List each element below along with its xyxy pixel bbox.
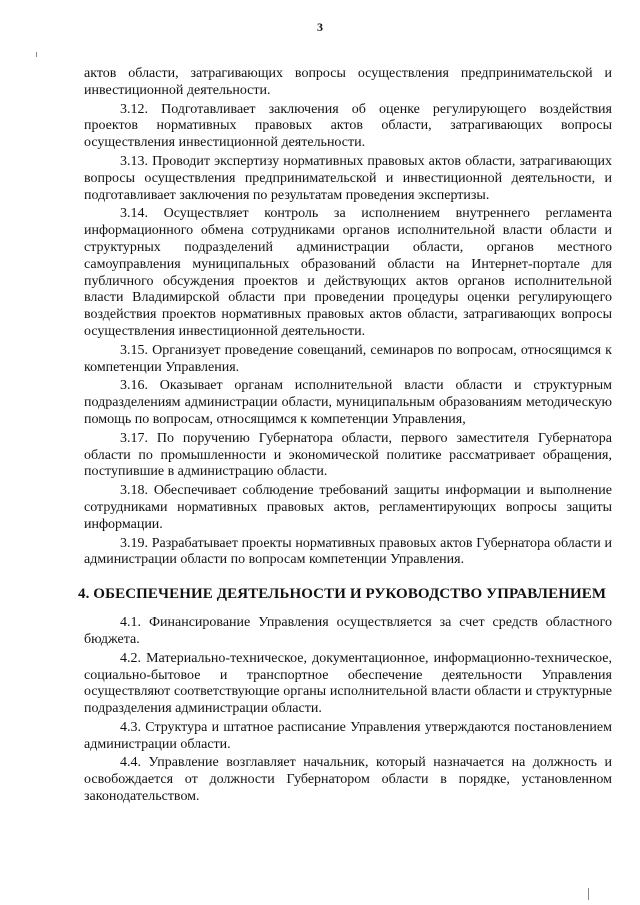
paragraph-3-15: 3.15. Организует проведение совещаний, семинаров по вопросам, относящимся к компетенции Управления. (84, 342, 612, 375)
paragraph-3-18: 3.18. Обеспечивает соблюдение требований защиты информации и выполнение сотрудниками нормативных правовых актов, регламентирующих вопросы защиты информации. (84, 483, 612, 532)
page-number: 3 (317, 20, 323, 34)
paragraph-4-3: 4.3. Структура и штатное расписание Управления утверждаются постановлением администрации области. (84, 719, 612, 752)
paragraph-3-19: 3.19. Разрабатывает проекты нормативных правовых актов Губернатора области и администрации области по вопросам компетенции Управления. (84, 535, 612, 568)
section-heading: 4. ОБЕСПЕЧЕНИЕ ДЕЯТЕЛЬНОСТИ И РУКОВОДСТВО УПРАВЛЕНИЕМ (78, 586, 607, 603)
scan-mark (588, 888, 589, 900)
paragraph-4-2: 4.2. Материально-техническое, документационное, информационно-техническое, социально-бытовое и транспортное обеспечение деятельности Управления осуществляют соответствующие органы исполнительной власти области и структурные подразделения администрации области. (84, 650, 612, 717)
continuation-paragraph: актов области, затрагивающих вопросы осуществления предпринимательской и инвестиционной деятельности. (84, 66, 612, 98)
document-body (78, 66, 612, 808)
paragraph-3-12: 3.12. Подготавливает заключения об оценке регулирующего воздействия проектов нормативных правовых актов области, затрагивающих вопросы осуществления инвестиционной деятельности. (84, 101, 612, 151)
paragraph-3-14: 3.14. Осуществляет контроль за исполнением внутреннего регламента информационного обмена сотрудниками органов исполнительной власти области и структурных подразделений администрации области, органов местного самоуправления муниципальных образований области на Интернет-портале для публичного обсуждения проектов и действующих актов органов исполнительной власти Владимирской области при проведении процедуры оценки регулирующего воздействия проектов нормативных правовых актов области, затрагивающих вопросы осуществления инвестиционной деятельности. (84, 206, 612, 339)
paragraph-4-1: 4.1. Финансирование Управления осуществляется за счет средств областного бюджета. (84, 615, 612, 647)
paragraph-3-16: 3.16. Оказывает органам исполнительной власти области и структурным подразделениям администрации области, муниципальным образованиям методическую помощь по вопросам, относящимся к компетенции Управления, (84, 378, 612, 427)
paragraph-4-4: 4.4. Управление возглавляет начальник, который назначается на должность и освобождается от должности Губернатором области в порядке, установленном законодательством. (84, 755, 612, 805)
paragraph-3-17: 3.17. По поручению Губернатора области, первого заместителя Губернатора области по промышленности и экономической политике рассматривает обращения, поступившие в администрацию области. (84, 430, 612, 480)
scan-mark (36, 52, 37, 57)
paragraph-3-13: 3.13. Проводит экспертизу нормативных правовых актов области, затрагивающих вопросы осуществления предпринимательской и инвестиционной деятельности, и подготавливает заключения по результатам проведения экспертизы. (84, 153, 612, 203)
